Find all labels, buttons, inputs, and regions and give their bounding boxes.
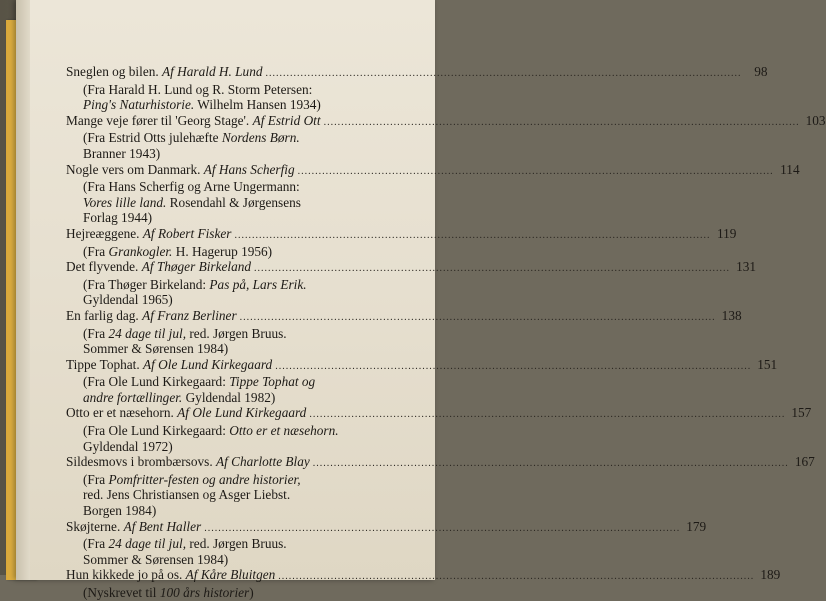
toc-leader-dots <box>254 261 730 277</box>
toc-entry-page-number: 151 <box>757 356 778 372</box>
toc-entry-title: Nogle vers om Danmark. <box>66 161 201 177</box>
toc-entry-page-number: 131 <box>736 259 757 275</box>
source-text-segment: Gyldendal 1965) <box>83 292 173 308</box>
toc-entry-source-line <box>66 82 406 98</box>
toc-entry-main-line <box>66 567 781 585</box>
toc-entry-title: Mange veje fører til 'Georg Stage'. <box>66 112 250 128</box>
source-text-segment: red. Jørgen Bruus. <box>186 536 287 552</box>
source-text-segment: (Fra Hans Scherfig og Arne Ungermann: <box>83 179 300 195</box>
toc-entry-title: Hejreæggene. <box>66 225 140 241</box>
toc-entry-main-line <box>66 64 768 82</box>
toc-entry-main-line <box>66 161 800 180</box>
toc-entry-main-line <box>66 405 812 423</box>
source-text-segment: Wilhelm Hansen 1934) <box>194 97 321 113</box>
source-text-segment: Pas på, Lars Erik. <box>209 276 307 292</box>
toc-leader-dots <box>275 359 751 375</box>
source-text-segment: Gyldendal 1982) <box>182 389 276 405</box>
toc-entry-author: Af Robert Fisker <box>142 225 232 241</box>
source-text-segment: (Fra Thøger Birkeland: <box>83 276 210 292</box>
toc-entry-title: Tippe Tophat. <box>66 356 140 372</box>
toc-entry-source-line <box>66 374 406 390</box>
toc-leader-dots <box>234 228 710 244</box>
toc-entry-source-line <box>66 244 406 260</box>
toc-entry-page-number: 179 <box>686 518 707 534</box>
toc-entry <box>66 161 800 226</box>
toc-entry-page-number: 167 <box>794 454 815 470</box>
source-text-segment: (Fra Estrid Otts julehæfte <box>83 130 222 146</box>
source-text-segment: Nordens Børn. <box>221 130 300 146</box>
source-text-segment: Forlag 1944) <box>83 210 153 226</box>
toc-entry-source-line <box>66 195 406 211</box>
source-text-segment: Gyldendal 1972) <box>83 438 173 454</box>
toc-entry-author: Af Charlotte Blay <box>215 454 310 470</box>
toc-entry <box>66 225 737 259</box>
toc-entry <box>66 405 812 454</box>
toc-entry-author: Af Franz Berliner <box>142 307 237 323</box>
toc-entry-source-line <box>66 341 406 357</box>
source-text-segment: Pomfritter-festen og andre historier, <box>108 471 301 487</box>
source-text-segment: Tippe Tophat og <box>229 374 316 390</box>
toc-leader-dots <box>298 164 774 180</box>
toc-entry-source-line <box>66 552 406 568</box>
source-text-segment: 100 års historier <box>159 585 250 600</box>
toc-leader-dots <box>278 569 754 585</box>
toc-entry-page-number: 103 <box>805 112 826 128</box>
toc-entry-main-line <box>66 112 826 131</box>
toc-entry-title: En farlig dag. <box>66 307 139 323</box>
source-text-segment: (Fra Harald H. Lund og R. Storm Petersen: <box>83 81 313 97</box>
toc-entry-source-line <box>66 326 406 342</box>
toc-entry-author: Af Estrid Ott <box>252 112 321 128</box>
toc-entry-page-number: 98 <box>754 64 768 79</box>
source-text-segment: Rosendahl & Jørgensens <box>166 194 301 210</box>
toc-entry-page-number: 189 <box>760 567 781 583</box>
toc-leader-dots <box>324 115 800 131</box>
source-text-segment: Sommer & Sørensen 1984) <box>83 551 229 567</box>
source-text-segment: (Fra <box>83 325 109 341</box>
source-text-segment: ) <box>249 585 254 600</box>
toc-leader-dots <box>266 66 742 82</box>
toc-entry-title: Hun kikkede jo på os. <box>66 567 183 583</box>
source-text-segment: H. Hagerup 1956) <box>172 243 273 259</box>
toc-entry-source-line <box>66 179 406 195</box>
source-text-segment: Grankogler. <box>108 243 173 259</box>
source-text-segment: andre fortællinger. <box>83 389 183 405</box>
toc-entry-source-line <box>66 536 406 552</box>
toc-entry-main-line <box>66 454 815 472</box>
toc-entry-author: Af Kåre Bluitgen <box>185 567 276 583</box>
source-text-segment: Ping's Naturhistorie. <box>83 97 195 113</box>
toc-entry-title: Det flyvende. <box>66 259 139 275</box>
source-text-segment: Otto er et næsehorn. <box>229 423 339 439</box>
source-text-segment: (Fra <box>83 243 109 259</box>
source-text-segment: 24 dage til jul, <box>108 325 187 341</box>
toc-entry-page-number: 114 <box>780 161 800 177</box>
toc-entry <box>66 307 742 357</box>
source-text-segment: (Fra Ole Lund Kirkegaard: <box>83 423 230 439</box>
toc-entry <box>66 64 768 113</box>
toc-entry-page-number: 138 <box>721 307 742 323</box>
toc-entry-author: Af Thøger Birkeland <box>141 259 252 275</box>
toc-entry-source-line <box>66 439 406 455</box>
table-of-contents <box>66 64 826 601</box>
toc-entry-source-line <box>66 487 406 503</box>
page-fold-shadow <box>16 0 30 580</box>
toc-entry-main-line <box>66 518 707 537</box>
toc-entry-page-number: 157 <box>791 405 812 421</box>
toc-entry-source-line <box>66 390 406 406</box>
source-text-segment: Branner 1943) <box>83 145 161 161</box>
toc-entry <box>66 259 757 308</box>
toc-entry-title: Sildesmovs i brombærsovs. <box>66 454 213 470</box>
source-text-segment: (Fra <box>83 536 109 552</box>
toc-entry-source-line <box>66 292 406 308</box>
toc-entry-title: Sneglen og bilen. <box>66 64 159 79</box>
toc-entry-main-line <box>66 225 737 244</box>
toc-leader-dots <box>240 310 716 326</box>
toc-leader-dots <box>204 521 680 537</box>
source-text-segment: 24 dage til jul, <box>108 536 187 552</box>
source-text-segment: (Fra Ole Lund Kirkegaard: <box>83 374 230 390</box>
toc-leader-dots <box>309 407 785 423</box>
toc-entry-source-line <box>66 503 406 519</box>
source-text-segment: (Fra <box>83 471 109 487</box>
source-text-segment: Vores lille land. <box>83 194 167 210</box>
toc-entry <box>66 112 826 162</box>
toc-leader-dots <box>313 456 789 472</box>
source-text-segment: Borgen 1984) <box>83 503 157 519</box>
toc-entry-source-line <box>66 130 406 146</box>
toc-entry-source-line <box>66 472 406 488</box>
toc-entry-source-line <box>66 585 406 601</box>
toc-entry-author: Af Harald H. Lund <box>162 64 263 79</box>
toc-entry-author: Af Ole Lund Kirkegaard <box>177 405 307 421</box>
toc-entry-source-line <box>66 146 406 162</box>
source-text-segment: Sommer & Sørensen 1984) <box>83 341 229 357</box>
toc-entry <box>66 567 781 600</box>
source-text-segment: (Nyskrevet til <box>83 585 160 600</box>
toc-entry <box>66 454 815 519</box>
toc-entry-title: Otto er et næsehorn. <box>66 405 174 421</box>
toc-entry <box>66 518 707 568</box>
toc-entry-source-line <box>66 97 406 113</box>
toc-entry <box>66 356 778 406</box>
toc-entry-source-line <box>66 423 406 439</box>
toc-entry-title: Skøjterne. <box>66 518 121 534</box>
toc-entry-main-line <box>66 356 778 375</box>
toc-entry-author: Af Ole Lund Kirkegaard <box>143 356 273 372</box>
toc-entry-main-line <box>66 259 757 277</box>
toc-entry-source-line <box>66 210 406 226</box>
source-text-segment: red. Jørgen Bruus. <box>186 325 287 341</box>
toc-entry-author: Af Bent Haller <box>123 518 202 534</box>
source-text-segment: red. Jens Christiansen og Asger Liebst. <box>83 487 291 503</box>
toc-entry-author: Af Hans Scherfig <box>203 161 295 177</box>
toc-entry-page-number: 119 <box>716 225 737 241</box>
toc-entry-source-line <box>66 277 406 293</box>
toc-entry-main-line <box>66 307 742 326</box>
